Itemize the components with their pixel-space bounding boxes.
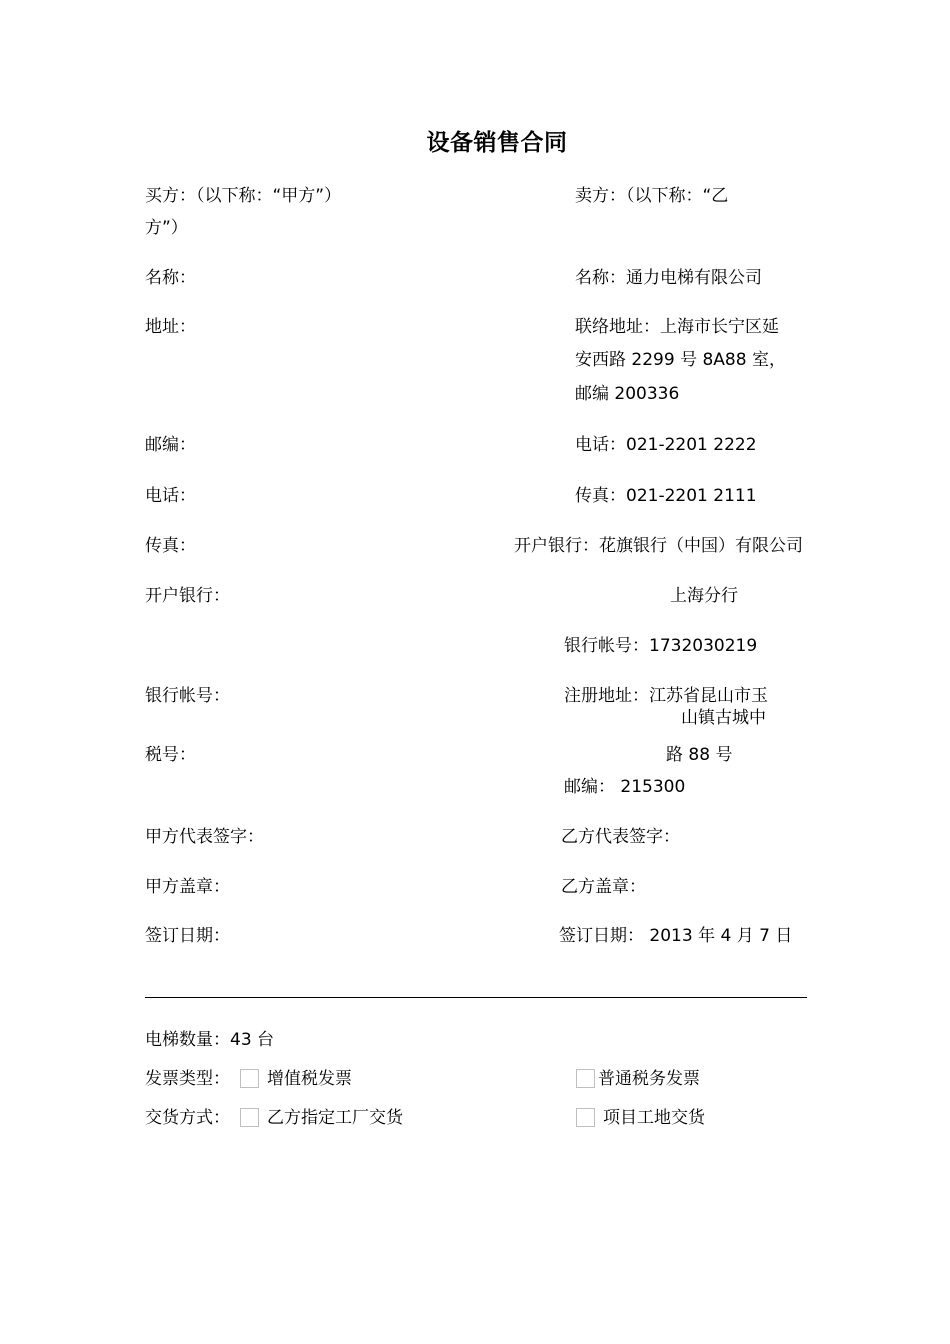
- buyer-seal-label: 甲方盖章：: [145, 877, 230, 897]
- delivery-method-label: 交货方式：: [145, 1108, 230, 1128]
- buyer-heading: 买方：（以下称：“甲方”）: [145, 186, 342, 206]
- seller-bank: 开户银行：花旗银行（中国）有限公司: [514, 536, 803, 556]
- seller-signature-label: 乙方代表签字：: [561, 827, 680, 847]
- buyer-tax-label: 税号：: [145, 745, 196, 765]
- buyer-signature-label: 甲方代表签字：: [145, 827, 264, 847]
- seller-date: 签订日期： 2013 年 4 月 7 日: [559, 926, 793, 946]
- seller-address-line3: 邮编 200336: [575, 384, 680, 404]
- seller-heading: 卖方：（以下称：“乙: [575, 186, 729, 206]
- delivery-factory-checkbox[interactable]: [240, 1108, 259, 1127]
- seller-reg-address-line3: 路 88 号: [666, 745, 733, 765]
- buyer-postcode-label: 邮编：: [145, 435, 196, 455]
- page-title: 设备销售合同: [426, 130, 568, 156]
- delivery-factory-option: 乙方指定工厂交货: [267, 1108, 403, 1128]
- elevator-count: 电梯数量：43 台: [145, 1030, 275, 1050]
- buyer-phone-label: 电话：: [145, 486, 196, 506]
- buyer-heading-continued: 方”）: [145, 218, 188, 238]
- section-divider: [145, 997, 807, 998]
- buyer-bank-label: 开户银行：: [145, 586, 230, 606]
- buyer-account-label: 银行帐号：: [145, 686, 230, 706]
- invoice-type-label: 发票类型：: [145, 1069, 230, 1089]
- delivery-site-checkbox[interactable]: [576, 1108, 595, 1127]
- seller-reg-address-line2: 山镇古城中: [681, 708, 766, 728]
- buyer-name-label: 名称：: [145, 268, 196, 288]
- seller-reg-postcode: 邮编： 215300: [564, 777, 686, 797]
- invoice-vat-checkbox[interactable]: [240, 1069, 259, 1088]
- buyer-address-label: 地址：: [145, 317, 196, 337]
- seller-phone: 电话：021-2201 2222: [575, 435, 757, 455]
- seller-account: 银行帐号：1732030219: [564, 636, 758, 656]
- invoice-normal-option: 普通税务发票: [598, 1069, 700, 1089]
- buyer-date-label: 签订日期：: [145, 926, 230, 946]
- seller-name: 名称：通力电梯有限公司: [575, 268, 762, 288]
- buyer-fax-label: 传真：: [145, 536, 196, 556]
- seller-bank-branch: 上海分行: [670, 586, 738, 606]
- seller-reg-address-line1: 注册地址：江苏省昆山市玉: [564, 686, 768, 706]
- invoice-normal-checkbox[interactable]: [576, 1069, 595, 1088]
- invoice-vat-option: 增值税发票: [267, 1069, 352, 1089]
- seller-address-line1: 联络地址：上海市长宁区延: [575, 317, 779, 337]
- seller-address-line2: 安西路 2299 号 8A88 室，: [575, 350, 786, 370]
- seller-fax: 传真：021-2201 2111: [575, 486, 757, 506]
- delivery-site-option: 项目工地交货: [603, 1108, 705, 1128]
- seller-seal-label: 乙方盖章：: [561, 877, 646, 897]
